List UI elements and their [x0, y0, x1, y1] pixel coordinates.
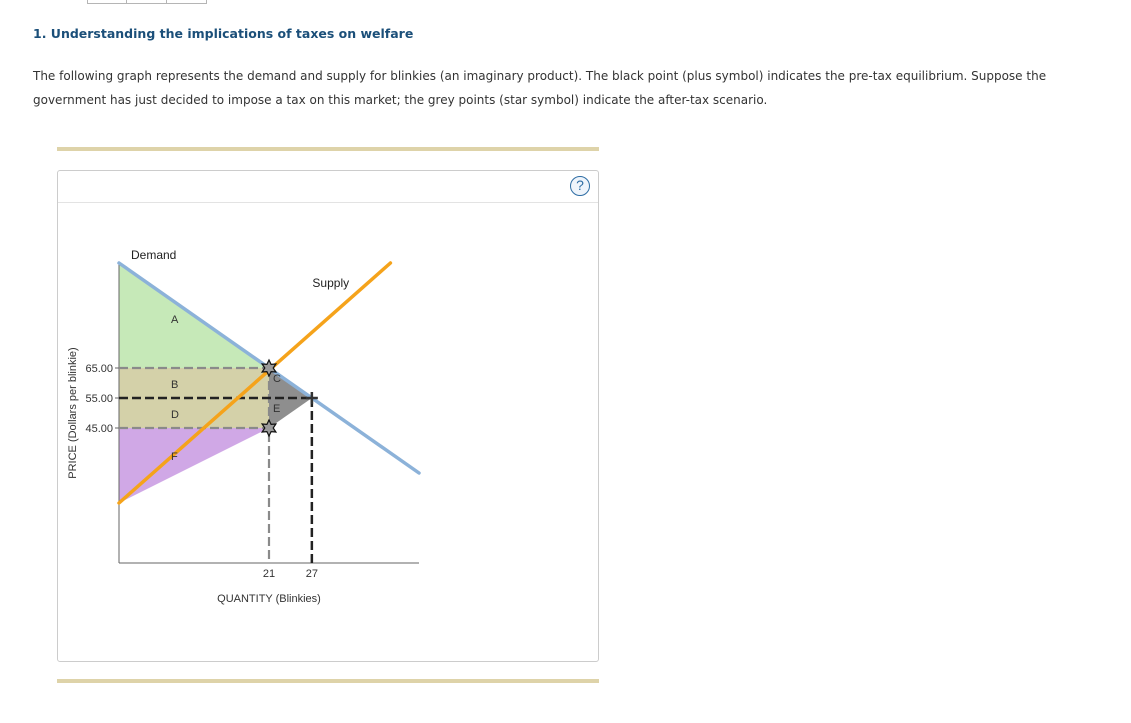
tax-welfare-chart [58, 171, 598, 661]
area-f [119, 428, 269, 503]
graph-panel [57, 170, 599, 662]
area-label-c: C [273, 373, 281, 385]
x-axis-title: QUANTITY (Blinkies) [217, 593, 321, 605]
question-text: The following graph represents the demand and supply for blinkies (an imaginary product). The black point (plus symbol) indicates the pre-tax equilibrium. Suppose the government has just decided to impose a tax on this market; the grey points (star symbol) indicate the after-tax scenario. [33, 69, 1047, 107]
area-label-f: F [171, 451, 178, 463]
bottom-divider [57, 679, 599, 683]
question-title: 1. Understanding the implications of taxes on welfare [33, 26, 414, 41]
area-b [119, 368, 269, 398]
top-tab-strip [87, 0, 207, 4]
y-tick-label: 55.00 [85, 393, 113, 405]
top-divider [57, 147, 599, 151]
demand-label: Demand [131, 248, 177, 262]
area-label-a: A [171, 314, 179, 326]
x-tick-label: 27 [305, 568, 318, 580]
area-d [119, 398, 269, 428]
y-tick-label: 65.00 [85, 363, 113, 375]
y-tick-label: 45.00 [85, 423, 113, 435]
area-label-e: E [273, 403, 281, 415]
help-button[interactable]: ? [570, 176, 590, 196]
supply-label: Supply [312, 276, 350, 290]
area-label-b: B [171, 379, 179, 391]
y-axis-title: PRICE (Dollars per blinkie) [67, 347, 79, 479]
x-tick-label: 21 [262, 568, 276, 580]
area-label-d: D [171, 409, 179, 421]
